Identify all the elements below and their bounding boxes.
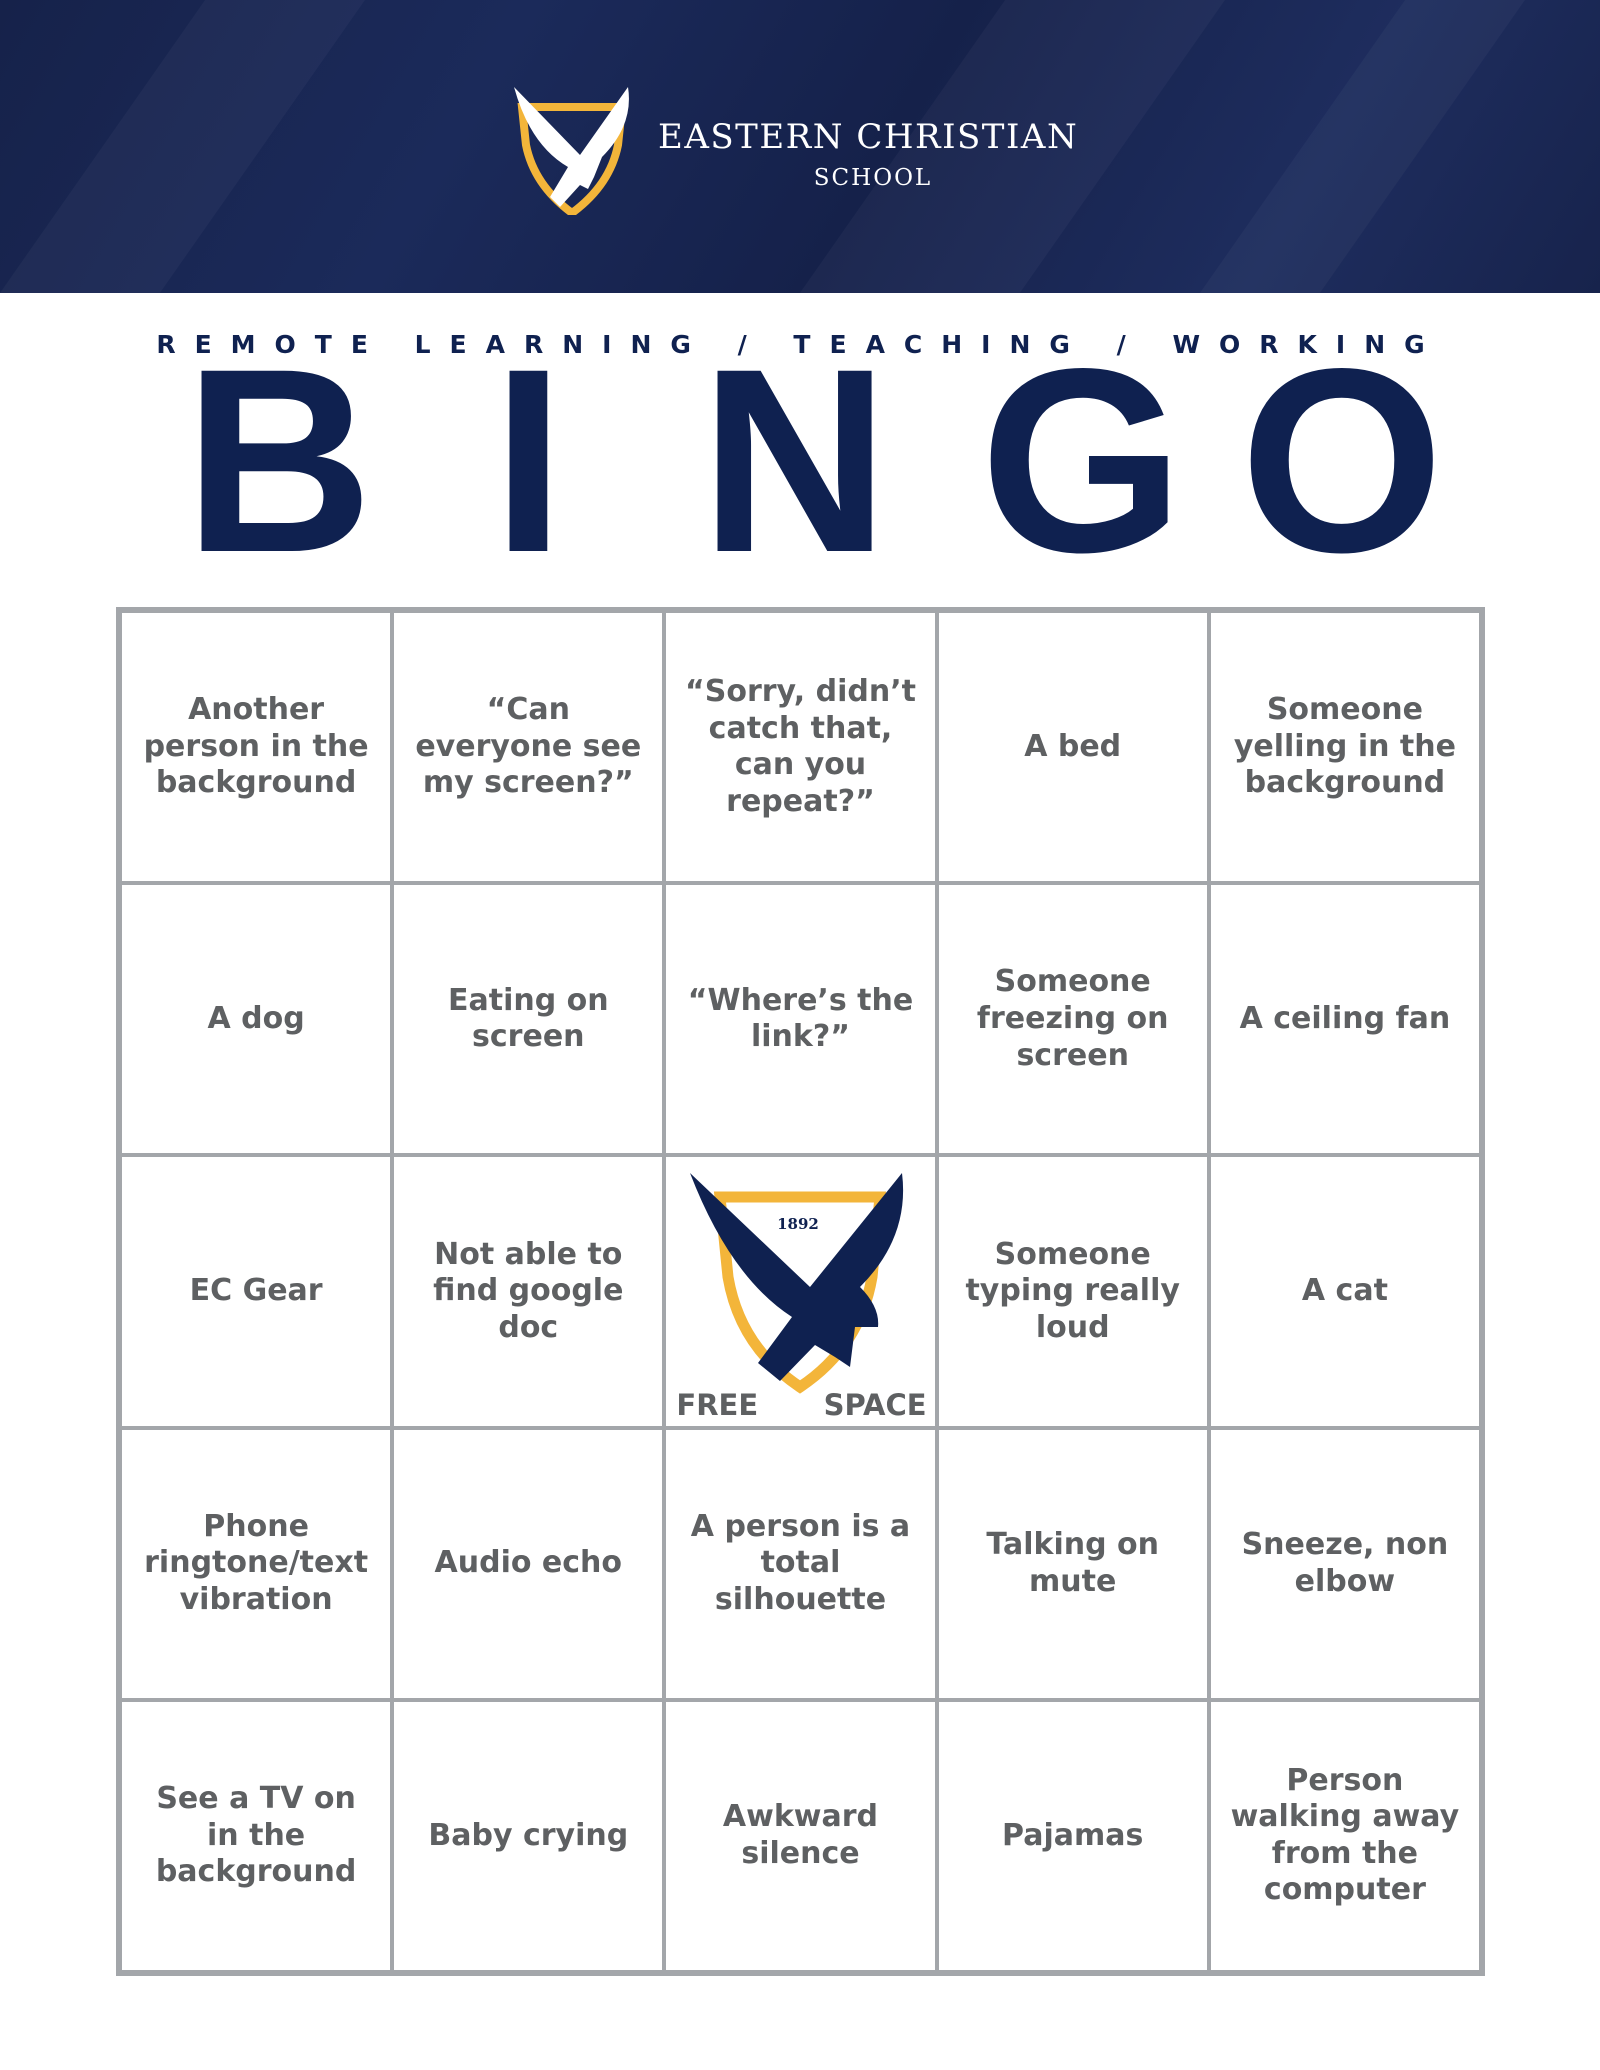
space-label: SPACE <box>823 1388 927 1423</box>
bingo-cell[interactable] <box>937 1700 1209 1972</box>
bingo-cell-label: Audio echo <box>434 1545 623 1581</box>
bingo-cell[interactable] <box>1209 1700 1481 1972</box>
bingo-cell-label: Person walking away from the computer <box>1230 1762 1460 1908</box>
bingo-cell[interactable] <box>1209 611 1481 883</box>
bingo-cell[interactable] <box>392 1428 664 1700</box>
bingo-cell-label: “Sorry, didn’t catch that, can you repeat?” <box>685 673 916 819</box>
bingo-cell-label: “Where’s the link?” <box>687 982 914 1055</box>
title-letter-g: G <box>980 314 1184 607</box>
bingo-cell[interactable] <box>120 883 392 1155</box>
bingo-cell[interactable] <box>392 1700 664 1972</box>
bingo-cell[interactable] <box>937 1428 1209 1700</box>
header-banner <box>0 0 1600 293</box>
free-label: FREE <box>676 1388 759 1423</box>
bingo-cell-label: See a TV on in the background <box>155 1781 357 1890</box>
bingo-cell-label: Talking on mute <box>986 1527 1159 1599</box>
free-space-cell[interactable] <box>664 1155 936 1427</box>
bingo-cell-label: “Can everyone see my screen?” <box>415 692 642 801</box>
bingo-cell[interactable] <box>1209 883 1481 1155</box>
title-letter-i: I <box>492 314 565 607</box>
school-subtitle: SCHOOL <box>813 165 933 191</box>
bingo-cell[interactable] <box>664 883 936 1155</box>
bingo-cell[interactable] <box>392 1155 664 1427</box>
bingo-subtitle: REMOTE LEARNING / TEACHING / WORKING <box>156 330 1444 359</box>
bingo-cell-label: A ceiling fan <box>1239 1000 1451 1036</box>
bingo-cell-label: Eating on screen <box>447 982 609 1055</box>
bingo-cell-label: Not able to find google doc <box>433 1236 624 1345</box>
eagle-logo-icon <box>680 1167 920 1397</box>
school-logo-icon <box>510 85 638 215</box>
bingo-cell[interactable] <box>1209 1155 1481 1427</box>
title-letter-n: N <box>700 314 890 607</box>
bingo-cell-label: A cat <box>1301 1273 1388 1309</box>
title-letter-b: B <box>184 314 374 607</box>
bingo-cell-label: EC Gear <box>189 1273 323 1309</box>
bingo-cell-label: Baby crying <box>428 1817 629 1853</box>
svg-text:1892: 1892 <box>561 112 583 121</box>
bingo-cell-label: Someone freezing on screen <box>976 964 1169 1073</box>
bingo-cell-label: Sneeze, non elbow <box>1241 1527 1449 1599</box>
bingo-cell[interactable] <box>664 611 936 883</box>
school-name: EASTERN CHRISTIAN <box>658 117 1079 157</box>
bingo-cell[interactable] <box>664 1700 936 1972</box>
bingo-cell-label: Awkward silence <box>722 1799 879 1871</box>
bingo-cell[interactable] <box>937 1155 1209 1427</box>
bingo-cell[interactable] <box>120 1155 392 1427</box>
bingo-cell-label: Someone yelling in the background <box>1233 692 1456 801</box>
bingo-cell-label: A dog <box>207 1000 305 1036</box>
bingo-cell[interactable] <box>120 1428 392 1700</box>
bingo-cell[interactable] <box>392 611 664 883</box>
bingo-cell-label: A bed <box>1024 728 1122 764</box>
bingo-grid <box>116 607 1485 1976</box>
bingo-cell[interactable] <box>664 1428 936 1700</box>
bingo-cell[interactable] <box>120 611 392 883</box>
bingo-cell-label: Phone ringtone/text vibration <box>144 1508 369 1617</box>
bingo-cell[interactable] <box>1209 1428 1481 1700</box>
bingo-cell[interactable] <box>120 1700 392 1972</box>
bingo-cell-label: A person is a total silhouette <box>690 1508 911 1617</box>
bingo-cell[interactable] <box>392 883 664 1155</box>
bingo-cell[interactable] <box>937 883 1209 1155</box>
svg-text:1892: 1892 <box>777 1215 820 1234</box>
bingo-cell-label: Pajamas <box>1002 1817 1144 1853</box>
title-letter-o: O <box>1240 314 1444 607</box>
bingo-cell[interactable] <box>937 611 1209 883</box>
bingo-cell-label: Someone typing really loud <box>965 1236 1180 1345</box>
bingo-cell-label: Another person in the background <box>143 692 369 801</box>
